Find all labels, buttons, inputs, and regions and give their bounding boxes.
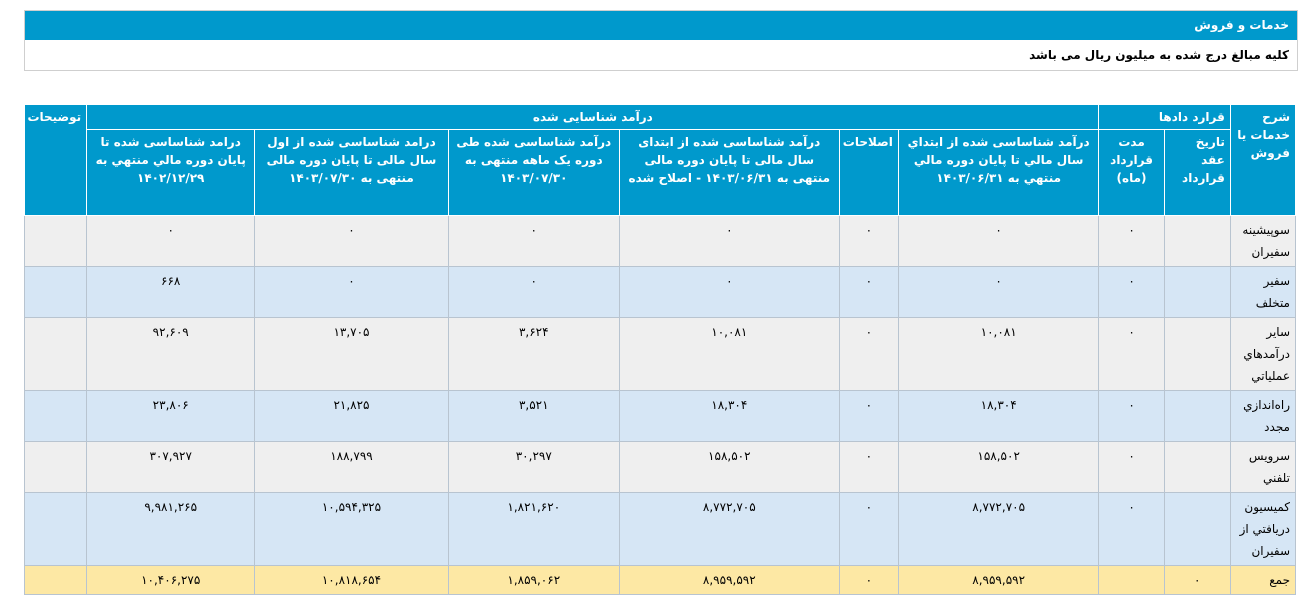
section-box xyxy=(24,10,1298,71)
cell-date xyxy=(1164,493,1230,566)
cell-service: سرويس تلفني xyxy=(1230,442,1295,493)
cell-date xyxy=(1164,318,1230,391)
cell-rev4: ۱۳,۷۰۵ xyxy=(255,318,449,391)
header-corrections: اصلاحات xyxy=(839,130,898,216)
section-title: خدمات و فروش xyxy=(25,11,1297,40)
total-row xyxy=(25,566,1296,595)
cell-corr: ۰ xyxy=(839,216,898,267)
cell-notes xyxy=(25,267,87,318)
sales-table xyxy=(24,104,1296,595)
cell-date xyxy=(1164,267,1230,318)
header-rev-prev-year: درامد شناساسی شده تا پایان دوره مالي منتهي به ۱۴۰۲/۱۲/۲۹ xyxy=(87,130,255,216)
cell-notes xyxy=(25,566,87,595)
cell-date xyxy=(1164,391,1230,442)
cell-rev1: ۰ xyxy=(898,267,1099,318)
cell-service: سایر درآمدهاي عملیاتي xyxy=(1230,318,1295,391)
cell-rev4: ۱۰,۵۹۴,۳۲۵ xyxy=(255,493,449,566)
cell-rev2: ۱۰,۰۸۱ xyxy=(619,318,839,391)
cell-rev3: ۳,۵۲۱ xyxy=(448,391,619,442)
cell-notes xyxy=(25,216,87,267)
cell-rev3: ۳۰,۲۹۷ xyxy=(448,442,619,493)
cell-duration: ۰ xyxy=(1099,216,1164,267)
cell-rev2: ۱۸,۳۰۴ xyxy=(619,391,839,442)
cell-rev2: ۰ xyxy=(619,267,839,318)
cell-duration xyxy=(1099,566,1164,595)
cell-rev5: ۹۲,۶۰۹ xyxy=(87,318,255,391)
cell-rev2: ۸,۹۵۹,۵۹۲ xyxy=(619,566,839,595)
cell-date xyxy=(1164,442,1230,493)
cell-rev1: ۸,۷۷۲,۷۰۵ xyxy=(898,493,1099,566)
header-contract-date: تاریخ عقد قرارداد xyxy=(1164,130,1230,216)
cell-rev3: ۰ xyxy=(448,267,619,318)
cell-date xyxy=(1164,216,1230,267)
cell-rev3: ۰ xyxy=(448,216,619,267)
table-row xyxy=(25,391,1296,442)
header-recognized-group: درآمد شناسایی شده xyxy=(87,105,1099,130)
cell-notes xyxy=(25,318,87,391)
table-row xyxy=(25,267,1296,318)
cell-service: راه‌اندازي مجدد xyxy=(1230,391,1295,442)
cell-rev2: ۸,۷۷۲,۷۰۵ xyxy=(619,493,839,566)
cell-rev1: ۰ xyxy=(898,216,1099,267)
header-rev-cumulative: درامد شناساسی شده از اول سال مالی تا پایان دوره مالی منتهی به ۱۴۰۳/۰۷/۳۰ xyxy=(255,130,449,216)
cell-notes xyxy=(25,442,87,493)
cell-rev4: ۰ xyxy=(255,267,449,318)
table-row xyxy=(25,318,1296,391)
cell-date: ۰ xyxy=(1164,566,1230,595)
cell-rev3: ۳,۶۲۴ xyxy=(448,318,619,391)
header-service: شرح خدمات یا فروش xyxy=(1230,105,1295,216)
cell-rev2: ۱۵۸,۵۰۲ xyxy=(619,442,839,493)
cell-rev1: ۱۵۸,۵۰۲ xyxy=(898,442,1099,493)
cell-rev1: ۱۰,۰۸۱ xyxy=(898,318,1099,391)
cell-duration: ۰ xyxy=(1099,267,1164,318)
cell-notes xyxy=(25,493,87,566)
cell-rev4: ۰ xyxy=(255,216,449,267)
cell-rev5: ۳۰۷,۹۲۷ xyxy=(87,442,255,493)
cell-rev4: ۱۰,۸۱۸,۶۵۴ xyxy=(255,566,449,595)
cell-duration: ۰ xyxy=(1099,442,1164,493)
cell-service: سفیر متخلف xyxy=(1230,267,1295,318)
cell-corr: ۰ xyxy=(839,442,898,493)
cell-corr: ۰ xyxy=(839,566,898,595)
cell-service: کمیسیون دریافتي از سفیران xyxy=(1230,493,1295,566)
cell-corr: ۰ xyxy=(839,267,898,318)
header-rev-start-to-end: درآمد شناساسی شده از ابتداي سال مالي تا پایان دوره مالي منتهي به ۱۴۰۳/۰۶/۳۱ xyxy=(898,130,1099,216)
cell-rev5: ۲۳,۸۰۶ xyxy=(87,391,255,442)
cell-rev5: ۹,۹۸۱,۲۶۵ xyxy=(87,493,255,566)
cell-duration: ۰ xyxy=(1099,493,1164,566)
cell-rev4: ۱۸۸,۷۹۹ xyxy=(255,442,449,493)
cell-notes xyxy=(25,391,87,442)
cell-rev3: ۱,۸۲۱,۶۲۰ xyxy=(448,493,619,566)
cell-duration: ۰ xyxy=(1099,391,1164,442)
cell-corr: ۰ xyxy=(839,318,898,391)
cell-corr: ۰ xyxy=(839,391,898,442)
cell-duration: ۰ xyxy=(1099,318,1164,391)
cell-corr: ۰ xyxy=(839,493,898,566)
section-note: کلیه مبالغ درج شده به میلیون ریال می باشد xyxy=(25,40,1297,70)
table-row xyxy=(25,493,1296,566)
cell-rev5: ۰ xyxy=(87,216,255,267)
cell-rev5: ۶۶۸ xyxy=(87,267,255,318)
cell-rev4: ۲۱,۸۲۵ xyxy=(255,391,449,442)
header-rev-one-month: درآمد شناساسی شده طی دوره یک ماهه منتهی به ۱۴۰۳/۰۷/۳۰ xyxy=(448,130,619,216)
header-rev-corrected: درآمد شناساسی شده از ابتدای سال مالی تا پایان دوره مالی منتهی به ۱۴۰۳/۰۶/۳۱ - اصلاح شده xyxy=(619,130,839,216)
cell-rev1: ۸,۹۵۹,۵۹۲ xyxy=(898,566,1099,595)
header-contract-duration: مدت قرارداد (ماه) xyxy=(1099,130,1164,216)
cell-service: جمع xyxy=(1230,566,1295,595)
cell-rev3: ۱,۸۵۹,۰۶۲ xyxy=(448,566,619,595)
table-row xyxy=(25,442,1296,493)
header-notes: توضیحات xyxy=(25,105,87,216)
cell-service: سوپیشینه سفیران xyxy=(1230,216,1295,267)
header-contracts-group: قرارد دادها xyxy=(1099,105,1230,130)
table-row xyxy=(25,216,1296,267)
cell-rev5: ۱۰,۴۰۶,۲۷۵ xyxy=(87,566,255,595)
cell-rev1: ۱۸,۳۰۴ xyxy=(898,391,1099,442)
cell-rev2: ۰ xyxy=(619,216,839,267)
